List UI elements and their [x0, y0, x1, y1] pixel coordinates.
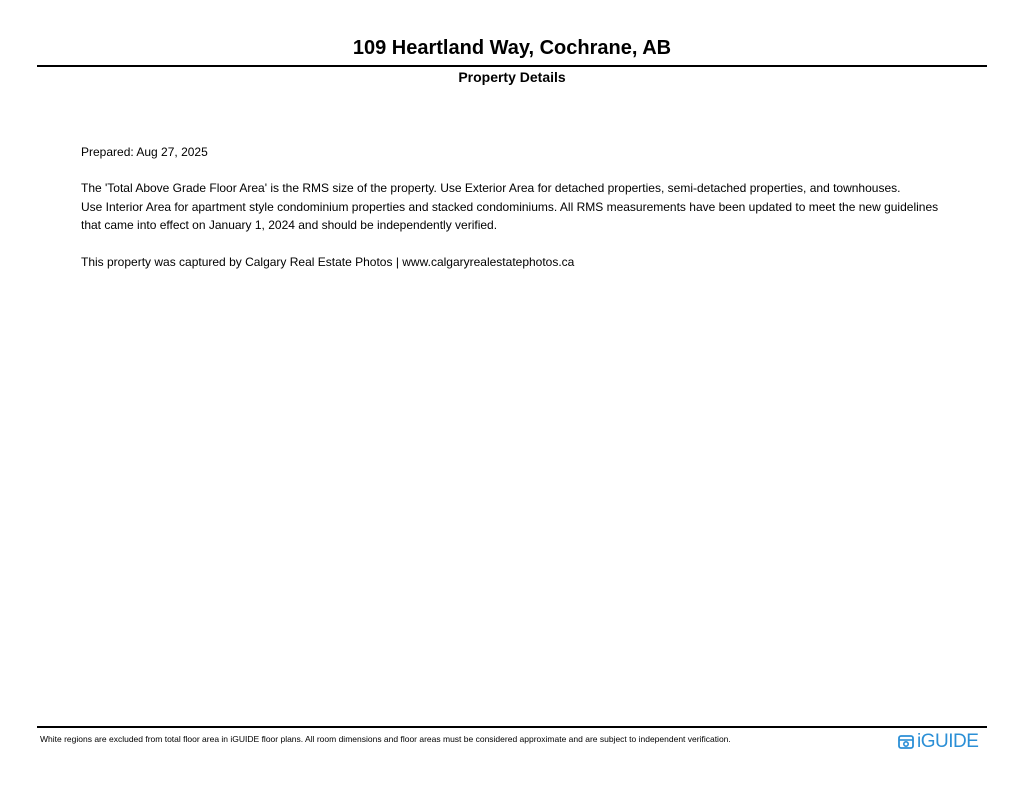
page-title: 109 Heartland Way, Cochrane, AB — [352, 37, 672, 59]
footer-disclaimer: White regions are excluded from total floor area in iGUIDE floor plans. All room dimensions and floor areas must be considered approximate and are subject to independent verification. — [40, 734, 731, 744]
header-divider — [37, 65, 987, 67]
rms-note-line: The 'Total Above Grade Floor Area' is the RMS size of the property. Use Exterior Area for detached properties, semi-detached properties, and townhouses. — [81, 181, 901, 195]
rms-note-line: that came into effect on January 1, 2024 and should be independently verified. — [81, 218, 498, 232]
iguide-logo-text: iGUIDE — [917, 731, 979, 752]
rms-notes — [81, 179, 961, 235]
capture-credit: This property was captured by Calgary Real Estate Photos | www.calgaryrealestatephotos.ca — [81, 255, 575, 269]
iguide-logo — [898, 731, 978, 753]
prepared-date: Prepared: Aug 27, 2025 — [81, 145, 208, 159]
iguide-logo-icon — [898, 734, 914, 750]
rms-note-line: Use Interior Area for apartment style condominium properties and stacked condominiums. All RMS measurements have been updated to meet the new guidelines — [81, 199, 939, 214]
footer-divider — [37, 726, 987, 728]
section-title: Property Details — [458, 69, 566, 85]
